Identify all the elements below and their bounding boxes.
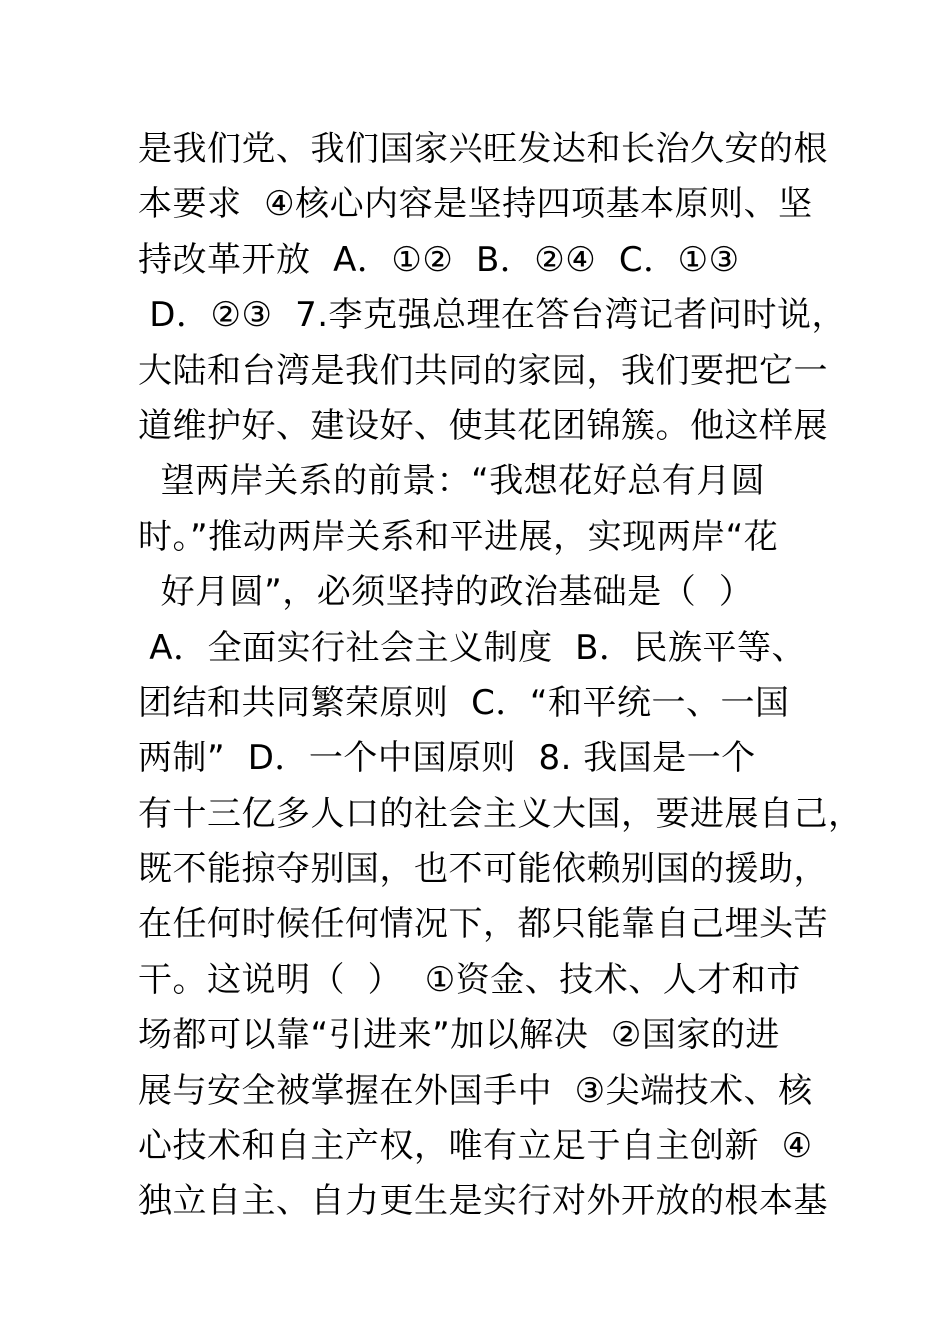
text-line-4: D．②③ 7.李克强总理在答台湾记者问时说， <box>138 295 847 336</box>
text-line-16: 干。这说明（ ） ①资金、技术、人才和市 <box>138 959 801 1000</box>
text-line-2: 本要求 ④核心内容是坚持四项基本原则、坚 <box>138 184 813 225</box>
text-line-14: 既不能掠夺别国，也不可能依赖别国的援助， <box>138 849 828 890</box>
text-line-8: 时。”推动两岸关系和平进展，实现两岸“花 <box>138 516 779 557</box>
text-line-1: 是我们党、我们国家兴旺发达和长治久安的根 <box>138 129 828 169</box>
text-line-15: 在任何时候任何情况下，都只能靠自己埋头苦 <box>138 904 828 945</box>
text-line-11: 团结和共同繁荣原则 C．“和平统一、一国 <box>138 682 790 723</box>
text-line-20: 独立自主、自力更生是实行对外开放的根本基 <box>138 1181 828 1222</box>
text-line-10: A．全面实行社会主义制度 B．民族平等、 <box>138 627 807 668</box>
text-line-9: 好月圆”，必须坚持的政治基础是（ ） <box>138 572 754 613</box>
text-line-5: 大陆和台湾是我们共同的家园，我们要把它一 <box>138 350 828 391</box>
text-line-13: 有十三亿多人口的社会主义大国，要进展自己， <box>138 793 863 834</box>
text-line-6: 道维护好、建设好、使其花团锦簇。他这样展 <box>138 405 828 446</box>
document-text <box>138 122 863 1230</box>
text-line-19: 心技术和自主产权，唯有立足于自主创新 ④ <box>138 1126 813 1167</box>
text-line-12: 两制” D．一个中国原则 8. 我国是一个 <box>138 738 756 779</box>
text-line-3: 持改革开放 A．①② B．②④ C．①③ <box>138 239 740 280</box>
text-line-7: 望两岸关系的前景：“我想花好总有月圆 <box>138 461 766 502</box>
text-line-18: 展与安全被掌握在外国手中 ③尖端技术、核 <box>138 1070 813 1111</box>
text-line-17: 场都可以靠“引进来”加以解决 ②国家的进 <box>138 1015 780 1056</box>
